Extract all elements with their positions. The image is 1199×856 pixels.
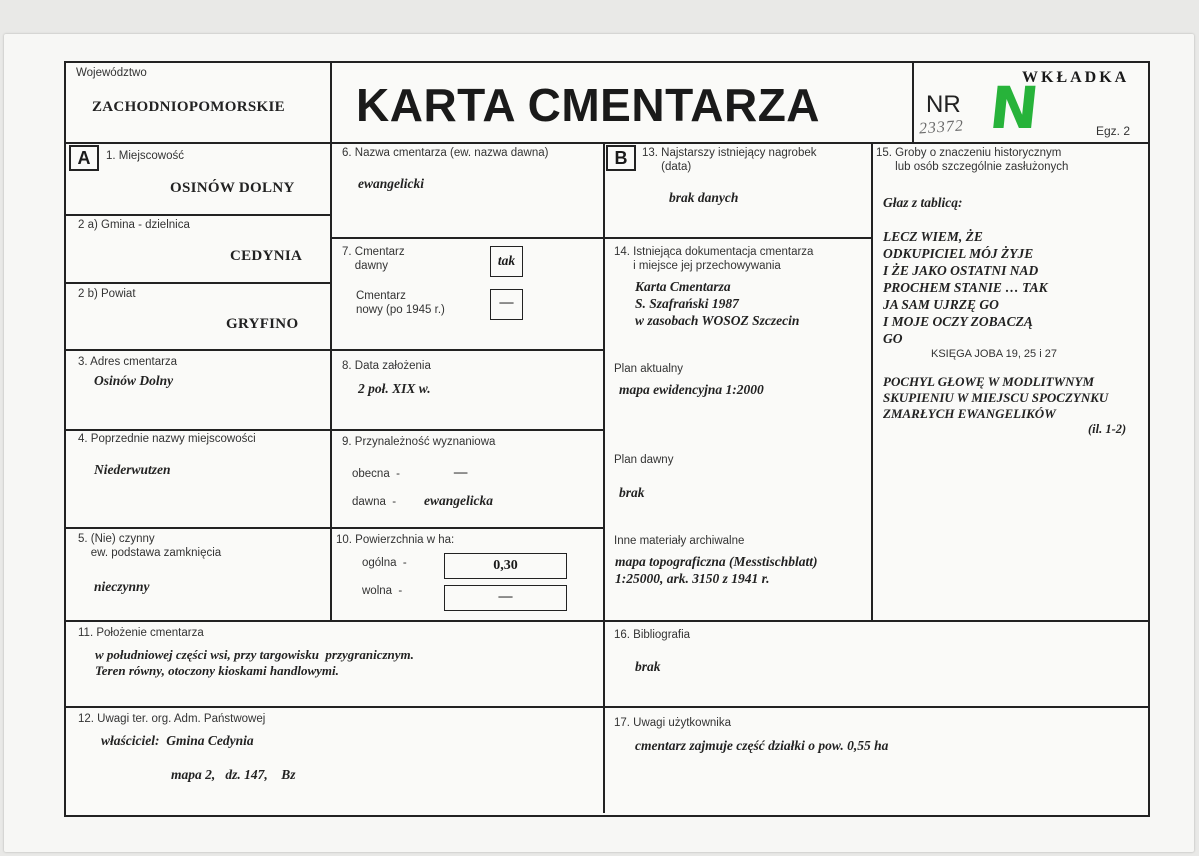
f2b-value: GRYFINO (226, 316, 299, 332)
f7-value: tak (497, 253, 516, 268)
f7b-value: — (499, 295, 514, 310)
f17-label: 17. Uwagi użytkownika (614, 717, 731, 729)
f10-free-value: — (498, 589, 513, 604)
archival-label: Inne materiały archiwalne (614, 535, 745, 547)
f15-inscription2: POCHYL GŁOWĘ W MODLITWNYM SKUPIENIU W MIEJSCU SPOCZYNKU ZMARŁYCH EWANGELIKÓW (883, 374, 1109, 421)
archival-value: mapa topograficzna (Messtischblatt) 1:25000, ark. 3150 z 1941 r. (615, 554, 818, 586)
f16-label: 16. Bibliografia (614, 629, 691, 641)
f12-value-owner: właściciel: Gmina Cedynia (101, 733, 254, 748)
f9-former-value: ewangelicka (424, 493, 493, 508)
f6-label: 6. Nazwa cmentarza (ew. nazwa dawna) (342, 147, 549, 159)
f1-label: 1. Miejscowość (106, 150, 184, 162)
rule-header (66, 142, 1148, 144)
f10-free-box (444, 585, 567, 611)
rule-b1 (330, 237, 603, 239)
rule-a3 (66, 349, 603, 351)
f9-label: 9. Przynależność wyznaniowa (342, 436, 496, 448)
section-a-mark: A (69, 145, 99, 171)
insert-label: WKŁADKA (1022, 69, 1130, 86)
f5-value: nieczynny (94, 579, 150, 594)
f12-label: 12. Uwagi ter. org. Adm. Państwowej (78, 713, 266, 725)
f9-former-label: dawna - (352, 496, 397, 508)
rule-col1 (330, 142, 332, 620)
f10-total-label: ogólna - (362, 557, 407, 569)
rule-header-left (330, 63, 332, 142)
f15-source: KSIĘGA JOBA 19, 25 i 27 (931, 348, 1057, 360)
f10-total-box (444, 553, 567, 579)
f11-label: 11. Położenie cmentarza (78, 627, 204, 639)
voivodeship-value: ZACHODNIOPOMORSKIE (92, 99, 285, 115)
rule-col3 (871, 142, 873, 620)
f4-label: 4. Poprzednie nazwy miejscowości (78, 433, 256, 445)
rule-col2 (603, 142, 605, 813)
f10-free-label: wolna - (362, 585, 403, 597)
rule-b2 (603, 237, 871, 239)
rule-a2 (66, 282, 330, 284)
f2a-value: CEDYNIA (230, 248, 303, 264)
plan-old-label: Plan dawny (614, 454, 674, 466)
f2a-label: 2 a) Gmina - dzielnica (78, 219, 190, 231)
f1-value: OSINÓW DOLNY (170, 180, 295, 196)
f6-value: ewangelicki (358, 176, 424, 191)
f2b-label: 2 b) Powiat (78, 288, 136, 300)
f14-value: Karta Cmentarza S. Szafrański 1987 w zasobach WOSOZ Szczecin (635, 279, 800, 328)
rule-a1 (66, 214, 330, 216)
voivodeship-label: Województwo (76, 67, 147, 79)
section-b-mark: B (606, 145, 636, 171)
f13-label: 13. Najstarszy istniejący nagrobek (data) (642, 147, 817, 173)
f9-current-value: — (454, 464, 468, 479)
f7b-label: Cmentarz nowy (po 1945 r.) (356, 290, 445, 316)
f3-value: Osinów Dolny (94, 373, 174, 388)
f9-current-label: obecna - (352, 468, 400, 480)
plan-current-label: Plan aktualny (614, 363, 684, 375)
f14-label: 14. Istniejąca dokumentacja cmentarza i miejsce jej przechowywania (614, 246, 814, 272)
rule-a4 (66, 429, 603, 431)
f5-label: 5. (Nie) czynny ew. podstawa zamknięcia (78, 533, 222, 559)
f16-value: brak (635, 659, 661, 674)
f10-total-value: 0,30 (493, 558, 518, 573)
f11-value: w południowej części wsi, przy targowisku przygranicznym. Teren równy, otoczony kioskami handlowymi. (95, 647, 414, 678)
f3-label: 3. Adres cmentarza (78, 356, 178, 368)
nr-label: NR (926, 91, 961, 118)
f7-new-checkbox (490, 289, 523, 320)
f13-value: brak danych (669, 190, 739, 205)
rule-a6 (66, 620, 1148, 622)
rule-a5 (66, 527, 603, 529)
f15-inscription: LECZ WIEM, ŻE ODKUPICIEL MÓJ ŻYJE I ŻE JAKO OSTATNI NAD PROCHEM STANIE … TAK JA SAM UJRZĘ GO I MOJE OCZY ZOBACZĄ GO (883, 229, 1048, 346)
nr-handwritten: 23372 (918, 117, 965, 138)
rule-a7 (66, 706, 1148, 708)
plan-old-value: brak (619, 485, 645, 500)
f15-heading: Głaz z tablicą: (883, 195, 963, 210)
copy-label: Egz. 2 (1096, 124, 1131, 138)
f15-illustrations: (il. 1-2) (1088, 422, 1127, 436)
rule-header-right (912, 63, 914, 142)
f17-value: cmentarz zajmuje część działki o pow. 0,55 ha (635, 738, 889, 753)
card-title: KARTA CMENTARZA (356, 79, 821, 131)
f8-value: 2 poł. XIX w. (358, 381, 431, 396)
f7-old-checkbox (490, 246, 523, 277)
cemetery-card-form (64, 61, 1150, 817)
f7-label: 7. Cmentarz dawny (342, 246, 405, 272)
f10-label: 10. Powierzchnia w ha: (336, 534, 455, 546)
nr-letter-marker: N (986, 74, 1043, 142)
plan-current-value: mapa ewidencyjna 1:2000 (619, 382, 764, 397)
f4-value: Niederwutzen (94, 462, 171, 477)
f8-label: 8. Data założenia (342, 360, 431, 372)
f15-label: 15. Groby o znaczeniu historycznym lub osób szczególnie zasłużonych (876, 147, 1069, 173)
f12-value-map: mapa 2, dz. 147, Bz (171, 767, 296, 782)
